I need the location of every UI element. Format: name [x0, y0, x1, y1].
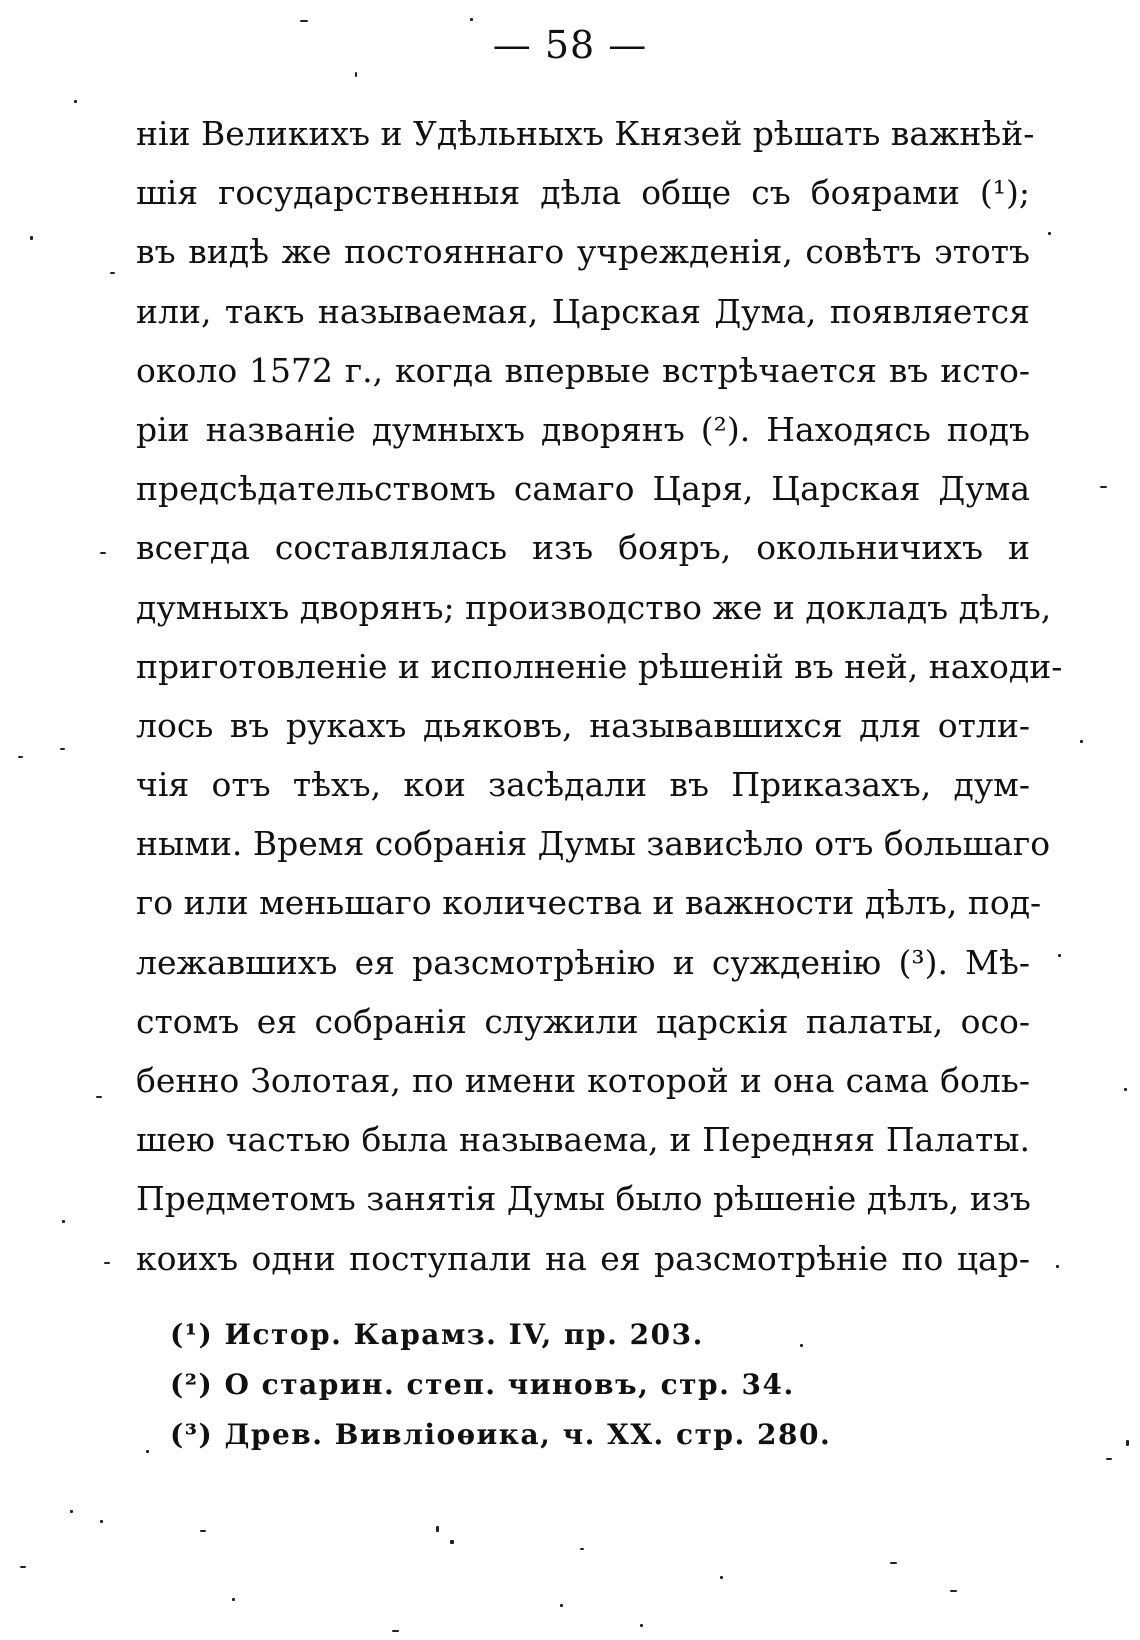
scan-speck — [720, 1576, 723, 1579]
scan-speck — [232, 1598, 235, 1601]
text-line: въ видѣ же постояннаго учрежденiя, совѣтъ этотъ — [136, 232, 1030, 272]
text-line: шею частью была называема, и Передняя Палаты. — [136, 1120, 1030, 1160]
text-line: нiи Великихъ и Удѣльныхъ Князей рѣшать важнѣй- — [136, 114, 1035, 153]
text-line: бенно Золотая, по имени которой и она сама боль- — [136, 1061, 1030, 1100]
text-line: стомъ ея собранiя служили царскiя палаты, осо- — [136, 1001, 1030, 1041]
scan-speck — [1048, 232, 1051, 235]
text-line: коихъ одни поступали на ея разсмотрѣнiе по цар- — [136, 1238, 1030, 1278]
scan-speck — [470, 18, 473, 21]
scan-speck — [60, 748, 65, 750]
scan-speck — [890, 1562, 897, 1564]
text-line: шiя государственныя дѣла обще съ боярами (¹); — [136, 173, 1030, 213]
scan-speck — [200, 1530, 206, 1532]
text-line: думныхъ дворянъ; производство же и докладъ дѣлъ, — [136, 587, 1052, 627]
scan-speck — [96, 1096, 102, 1098]
scan-speck — [1080, 740, 1083, 743]
text-line: Предметомъ занятiя Думы было рѣшенiе дѣлъ, изъ — [136, 1179, 1031, 1219]
scan-speck — [74, 100, 77, 103]
scan-speck — [1106, 1458, 1112, 1460]
scan-speck — [18, 756, 23, 758]
scan-speck — [100, 1520, 103, 1523]
text-line: предсѣдательствомъ самаго Царя, Царская Дума — [136, 469, 1030, 509]
text-line: го или меньшаго количества и важности дѣлъ, под- — [136, 883, 1042, 923]
scan-speck — [104, 1262, 110, 1264]
scan-speck — [20, 1566, 26, 1568]
footnote: (¹) Истор. Карамз. IV, пр. 203. — [170, 1318, 704, 1351]
text-line: всегда составлялась изъ бояръ, окольничихъ и — [136, 528, 1030, 568]
text-line: чiя отъ тѣхъ, кои засѣдали въ Приказахъ, дум- — [136, 765, 1030, 805]
scan-speck — [950, 1590, 957, 1592]
scan-speck — [1100, 486, 1107, 488]
text-line: около 1572 г., когда впервые встрѣчается въ исто- — [136, 350, 1030, 390]
scan-speck — [100, 552, 106, 554]
text-line: рiи названiе думныхъ дворянъ (²). Находясь подъ — [136, 409, 1030, 449]
scan-speck — [392, 1630, 399, 1632]
scan-speck — [62, 1220, 65, 1223]
scan-speck — [436, 1526, 439, 1532]
scan-speck — [110, 272, 115, 274]
scan-speck — [1056, 1265, 1059, 1268]
body-text — [136, 104, 1063, 1288]
scan-speck — [30, 236, 33, 240]
text-line: приготовленiе и исполненiе рѣшенiй въ ней, находи- — [136, 646, 1063, 686]
scan-speck — [1058, 954, 1061, 957]
footnote: (²) О старин. степ. чиновъ, стр. 34. — [170, 1368, 795, 1401]
scan-speck — [800, 1344, 803, 1347]
scan-speck — [300, 20, 308, 22]
scan-speck — [70, 1510, 73, 1513]
scan-speck — [580, 1548, 584, 1550]
text-line: лежавшихъ ея разсмотрѣнiю и сужденiю (³). Мѣ- — [136, 942, 1030, 982]
text-line: ными. Время собранiя Думы зависѣло отъ большаго — [136, 824, 1051, 864]
scan-speck — [560, 1604, 563, 1607]
scan-speck — [146, 1450, 149, 1453]
scan-speck — [640, 1624, 643, 1627]
footnotes — [170, 1310, 970, 1460]
text-line: лось въ рукахъ дьяковъ, называвшихся для отли- — [136, 705, 1030, 745]
scan-speck — [450, 1540, 454, 1544]
scan-speck — [1126, 1440, 1129, 1446]
text-line: или, такъ называемая, Царская Дума, появляется — [136, 291, 1030, 331]
scan-speck — [1124, 1088, 1127, 1091]
page-number: — 58 — — [492, 23, 648, 67]
scan-speck — [355, 72, 357, 77]
footnote: (³) Древ. Вивлiоѳика, ч. XX. стр. 280. — [170, 1418, 832, 1451]
